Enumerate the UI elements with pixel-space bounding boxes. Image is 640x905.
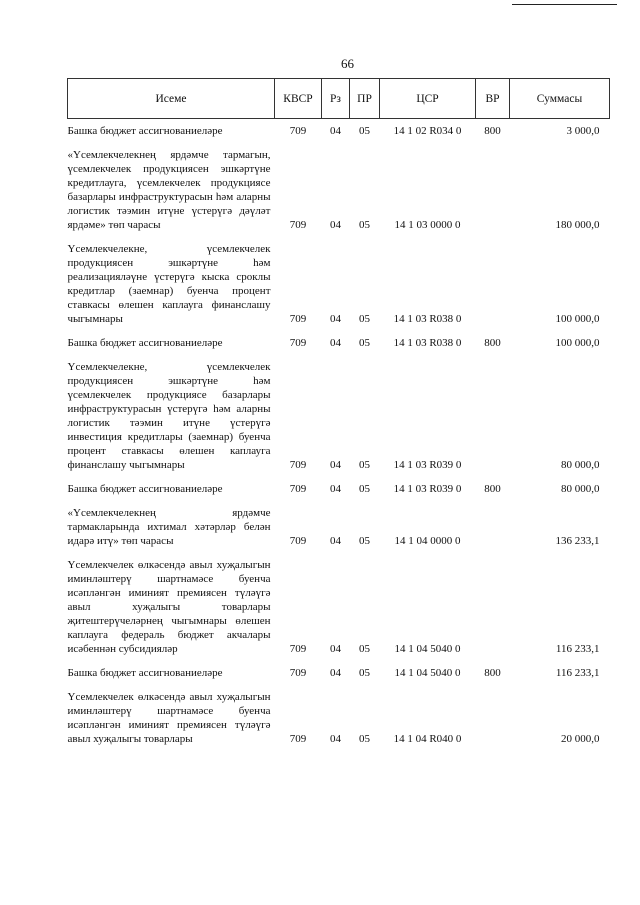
cell-vr: 800 [484,125,501,137]
cell-kvsr: 709 [289,733,307,745]
cell-rz: 04 [330,643,341,655]
cell-csr: 14 1 04 5040 0 [394,667,461,679]
cell-kvsr: 709 [289,313,307,325]
cell-kvsr: 709 [289,459,307,471]
cell-pr: 05 [359,313,370,325]
header-pr: ПР [350,79,380,119]
cell-csr: 14 1 03 R039 0 [393,459,462,471]
cell-vr [476,355,510,477]
cell-vr [476,143,510,237]
cell-kvsr: 709 [289,125,307,137]
cell-csr: 14 1 04 5040 0 [394,643,461,655]
cell-rz: 04 [330,313,341,325]
cell-pr: 05 [359,219,370,231]
cell-csr: 14 1 03 R038 0 [393,313,462,325]
cell-name: «Үсемлекчелекнең ярдәмче тармагын, үсемлекчелек продукциясен эшкәртүне кредитлауга, үсемлекчелек продукциясе базарлары инфраструктурасын һәм аларны логистик тәэмин итүне үстерүгә дәүләт ярдәме» төп чарасы [67,149,271,231]
cell-csr: 14 1 03 R039 0 [393,483,462,495]
cell-rz: 04 [330,337,341,349]
top-rule [512,4,617,5]
cell-kvsr: 709 [289,337,307,349]
cell-pr: 05 [359,483,370,495]
cell-sum: 136 233,1 [555,535,600,547]
cell-rz: 04 [330,459,341,471]
header-vr: ВР [476,79,510,119]
cell-rz: 04 [330,219,341,231]
cell-rz: 04 [330,125,341,137]
header-kvsr: КВСР [275,79,322,119]
cell-kvsr: 709 [289,535,307,547]
cell-rz: 04 [330,667,341,679]
cell-pr: 05 [359,733,370,745]
table-row [68,143,610,237]
header-row [68,79,610,119]
header-rz: Рз [322,79,350,119]
table-body [68,119,610,752]
cell-kvsr: 709 [289,643,307,655]
table-row [68,331,610,355]
table-row [68,477,610,501]
cell-sum: 100 000,0 [555,313,600,325]
cell-sum: 100 000,0 [555,337,600,349]
table-row [68,501,610,553]
table-row [68,355,610,477]
cell-vr [476,685,510,751]
cell-name: Башка бюджет ассигнованиеләре [67,337,223,349]
cell-pr: 05 [359,535,370,547]
budget-table [67,78,610,751]
cell-rz: 04 [330,733,341,745]
cell-sum: 116 233,1 [555,667,600,679]
cell-vr [476,553,510,661]
table-row [68,661,610,685]
cell-name: Башка бюджет ассигнованиеләре [67,483,223,495]
cell-pr: 05 [359,643,370,655]
cell-vr: 800 [484,667,501,679]
cell-sum: 180 000,0 [555,219,600,231]
cell-csr: 14 1 03 0000 0 [394,219,461,231]
cell-name: Башка бюджет ассигнованиеләре [67,667,223,679]
cell-name: «Үсемлекчелекнең ярдәмче тармакларында ихтимал хәтәрләр белән идарә итү» төп чарасы [67,507,271,547]
cell-sum: 80 000,0 [561,483,600,495]
table-row [68,685,610,751]
cell-vr: 800 [484,483,501,495]
page-number: 66 [341,56,354,71]
table-row [68,119,610,144]
cell-rz: 04 [330,483,341,495]
cell-name: Үсемлекчелекне, үсемлекчелек продукциясен эшкәртүне һәм үсемлекчелек продукциясе базарлары инфраструктурасын үстерүгә һәм аларны логистик тәэмин итүне үстерүгә инвестиция кредитлары (заемнар) буенча процент ставкасы өлешен каплауга финанслашу чыгымнары [67,361,271,471]
header-sum: Суммасы [510,79,610,119]
cell-pr: 05 [359,459,370,471]
cell-pr: 05 [359,125,370,137]
cell-pr: 05 [359,667,370,679]
cell-kvsr: 709 [289,667,307,679]
header-csr: ЦСР [380,79,476,119]
cell-name: Башка бюджет ассигнованиеләре [67,125,223,137]
cell-sum: 20 000,0 [561,733,600,745]
cell-pr: 05 [359,337,370,349]
cell-kvsr: 709 [289,219,307,231]
cell-kvsr: 709 [289,483,307,495]
cell-sum: 116 233,1 [555,643,600,655]
table-row [68,237,610,331]
header-name: Исеме [68,79,275,119]
cell-name: Үсемлекчелекне, үсемлекчелек продукциясен эшкәртүне һәм реализацияләүне үстерүгә кыска сроклы кредитлар (заемнар) буенча процент ставкасы өлешен каплауга финанслашу чыгымнары [67,243,271,325]
cell-csr: 14 1 02 R034 0 [393,125,462,137]
table-row [68,553,610,661]
cell-csr: 14 1 03 R038 0 [393,337,462,349]
cell-csr: 14 1 04 R040 0 [393,733,462,745]
cell-name: Үсемлекчелек өлкәсендә авыл хуҗалыгын иминләштерү шартнамәсе буенча исәпләнгән иминият премиясен түләүгә авыл хуҗалыгы товарлары [67,691,271,745]
cell-sum: 3 000,0 [566,125,600,137]
cell-name: Үсемлекчелек өлкәсендә авыл хуҗалыгын иминләштерү шартнамәсе буенча исәпләнгән иминият премиясен түләүгә авыл хуҗалыгы товарлары җитештерүчеләрнең чыгымнары өлешен каплауга федераль бюджет акчалары исәбеннән субсидияләр [67,559,271,655]
cell-csr: 14 1 04 0000 0 [394,535,461,547]
cell-vr: 800 [484,337,501,349]
cell-rz: 04 [330,535,341,547]
cell-vr [476,501,510,553]
cell-sum: 80 000,0 [561,459,600,471]
cell-vr [476,237,510,331]
